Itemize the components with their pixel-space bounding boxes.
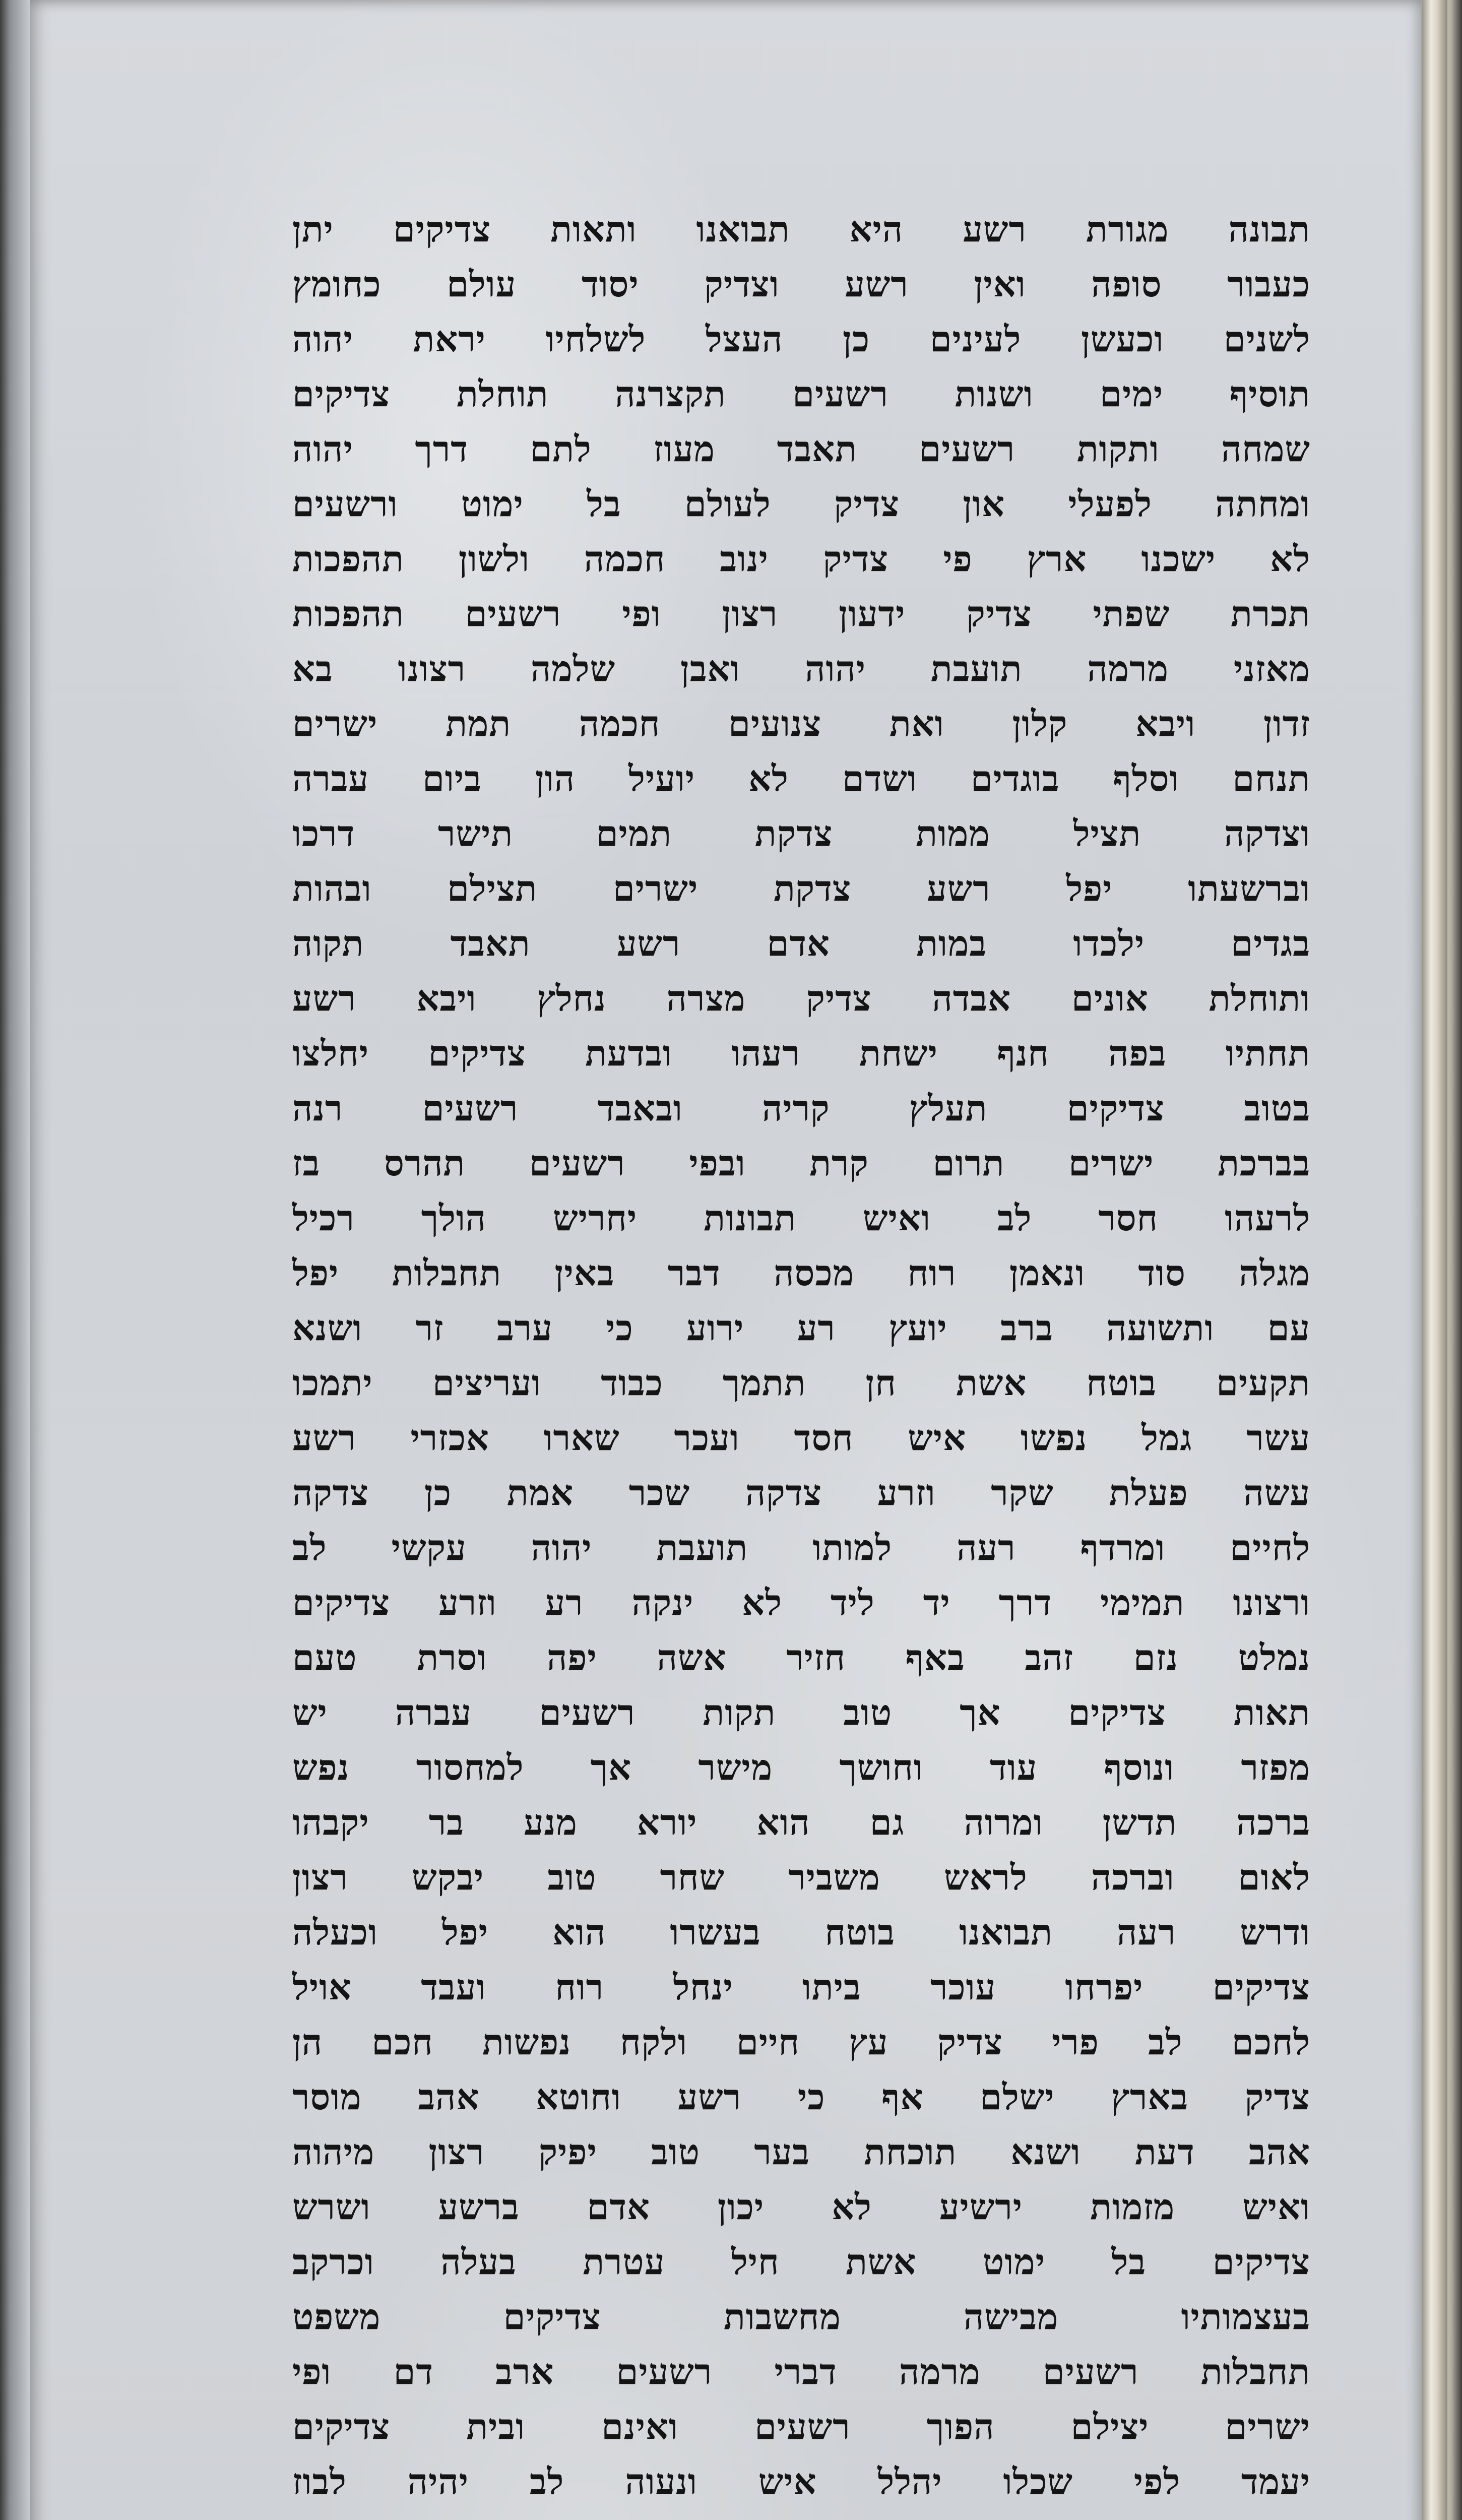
scroll-line: ואיש מזמות ירשיע לא יכון אדם ברשע ושרש [292, 2186, 1310, 2228]
scroll-line: אהב דעת ושנא תוכחת בער טוב יפיק רצון מיהוה [292, 2131, 1310, 2173]
scroll-line: עשר גמל נפשו איש חסד ועכר שארו אכזרי רשע [292, 1417, 1310, 1459]
scroll-line: בגדים ילכדו במות אדם רשע תאבד תקוה [292, 922, 1310, 964]
scroll-line: מפזר ונוסף עוד וחושך מישר אך למחסור נפש [292, 1746, 1310, 1788]
scroll-line: תקעים בוטח אשת חן תתמך כבוד ועריצים יתמכו [292, 1362, 1310, 1404]
scroll-line: כעבור סופה ואין רשע וצדיק יסוד עולם כחומץ [292, 263, 1310, 305]
scroll-line: בטוב צדיקים תעלץ קריה ובאבד רשעים רנה [292, 1087, 1310, 1129]
scroll-line: תכרת שפתי צדיק ידעון רצון ופי רשעים תהפכות [292, 593, 1310, 635]
scroll-line: בעצמותיו מבישה מחשבות צדיקים משפט [292, 2296, 1310, 2338]
scroll-line: עם ותשועה ברב יועץ רע ירוע כי ערב זר ושנא [292, 1307, 1310, 1349]
scroll-line: תבונה מגורת רשע היא תבואנו ותאות צדיקים יתן [292, 208, 1310, 250]
scroll-line: צדיק בארץ ישלם אף כי רשע וחוטא אהב מוסר [292, 2076, 1310, 2118]
scroll-line: צדיקים יפרחו עוכר ביתו ינחל רוח ועבד אויל [292, 1966, 1310, 2008]
scroll-line: זדון ויבא קלון ואת צנועים חכמה תמת ישרים [292, 703, 1310, 744]
scroll-line: לא ישכנו ארץ פי צדיק ינוב חכמה ולשון תהפכות [292, 538, 1310, 580]
scroll-line: יעמד לפי שכלו יהלל איש ונעוה לב יהיה לבוז [292, 2461, 1310, 2502]
scroll-text-column [292, 202, 1310, 2509]
scroll-line: ותוחלת אונים אבדה צדיק מצרה נחלץ ויבא רשע [292, 977, 1310, 1019]
scroll-line: תנחם וסלף בוגדים ושדם לא יועיל הון ביום עברה [292, 758, 1310, 799]
scroll-line: בברכת ישרים תרום קרת ובפי רשעים תהרס בז [292, 1142, 1310, 1184]
scroll-line: נמלט נזם זהב באף חזיר אשה יפה וסרת טעם [292, 1636, 1310, 1678]
scroll-line: ישרים יצילם הפוך רשעים ואינם ובית צדיקים [292, 2406, 1310, 2447]
scroll-line: לשנים וכעשן לעינים כן העצל לשלחיו יראת יהוה [292, 318, 1310, 360]
scroll-line: ודרש רעה תבואנו בוטח בעשרו הוא יפל וכעלה [292, 1911, 1310, 1953]
scroll-line: וצדקה תציל ממות צדקת תמים תישר דרכו [292, 812, 1310, 854]
scroll-line: לחיים ומרדף רעה למותו תועבת יהוה עקשי לב [292, 1527, 1310, 1568]
scroll-line: לחכם לב פרי צדיק עץ חיים ולקח נפשות חכם הן [292, 2021, 1310, 2063]
scroll-line: תוסיף ימים ושנות רשעים תקצרנה תוחלת צדיקים [292, 373, 1310, 415]
scroll-line: ברכה תדשן ומרוה גם הוא יורא מנע בר יקבהו [292, 1801, 1310, 1843]
parchment-sheet [30, 0, 1421, 2520]
scroll-roller [1422, 0, 1447, 2520]
scroll-line: תחתיו בפה חנף ישחת רעהו ובדעת צדיקים יחלצו [292, 1032, 1310, 1074]
scroll-line: וברשעתו יפל רשע צדקת ישרים תצילם ובהות [292, 867, 1310, 909]
scroll-line: ומחתה לפעלי און צדיק לעולם בל ימוט ורשעים [292, 483, 1310, 525]
scroll-line: לאום וברכה לראש משביר שחר טוב יבקש רצון [292, 1856, 1310, 1898]
scroll-line: תאות צדיקים אך טוב תקות רשעים עברה יש [292, 1691, 1310, 1733]
scroll-line: עשה פעלת שקר וזרע צדקה שכר אמת כן צדקה [292, 1472, 1310, 1514]
scroll-line: מגלה סוד ונאמן רוח מכסה דבר באין תחבלות יפל [292, 1252, 1310, 1294]
scroll-line: צדיקים בל ימוט אשת חיל עטרת בעלה וכרקב [292, 2241, 1310, 2283]
scroll-line: ורצונו תמימי דרך יד ליד לא ינקה רע וזרע צדיקים [292, 1582, 1310, 1623]
scroll-line: תחבלות רשעים מרמה דברי רשעים ארב דם ופי [292, 2351, 1310, 2392]
scroll-line: מאזני מרמה תועבת יהוה ואבן שלמה רצונו בא [292, 648, 1310, 689]
scroll-line: לרעהו חסר לב ואיש תבונות יחריש הולך רכיל [292, 1197, 1310, 1239]
scroll-line: שמחה ותקות רשעים תאבד מעוז לתם דרך יהוה [292, 428, 1310, 470]
